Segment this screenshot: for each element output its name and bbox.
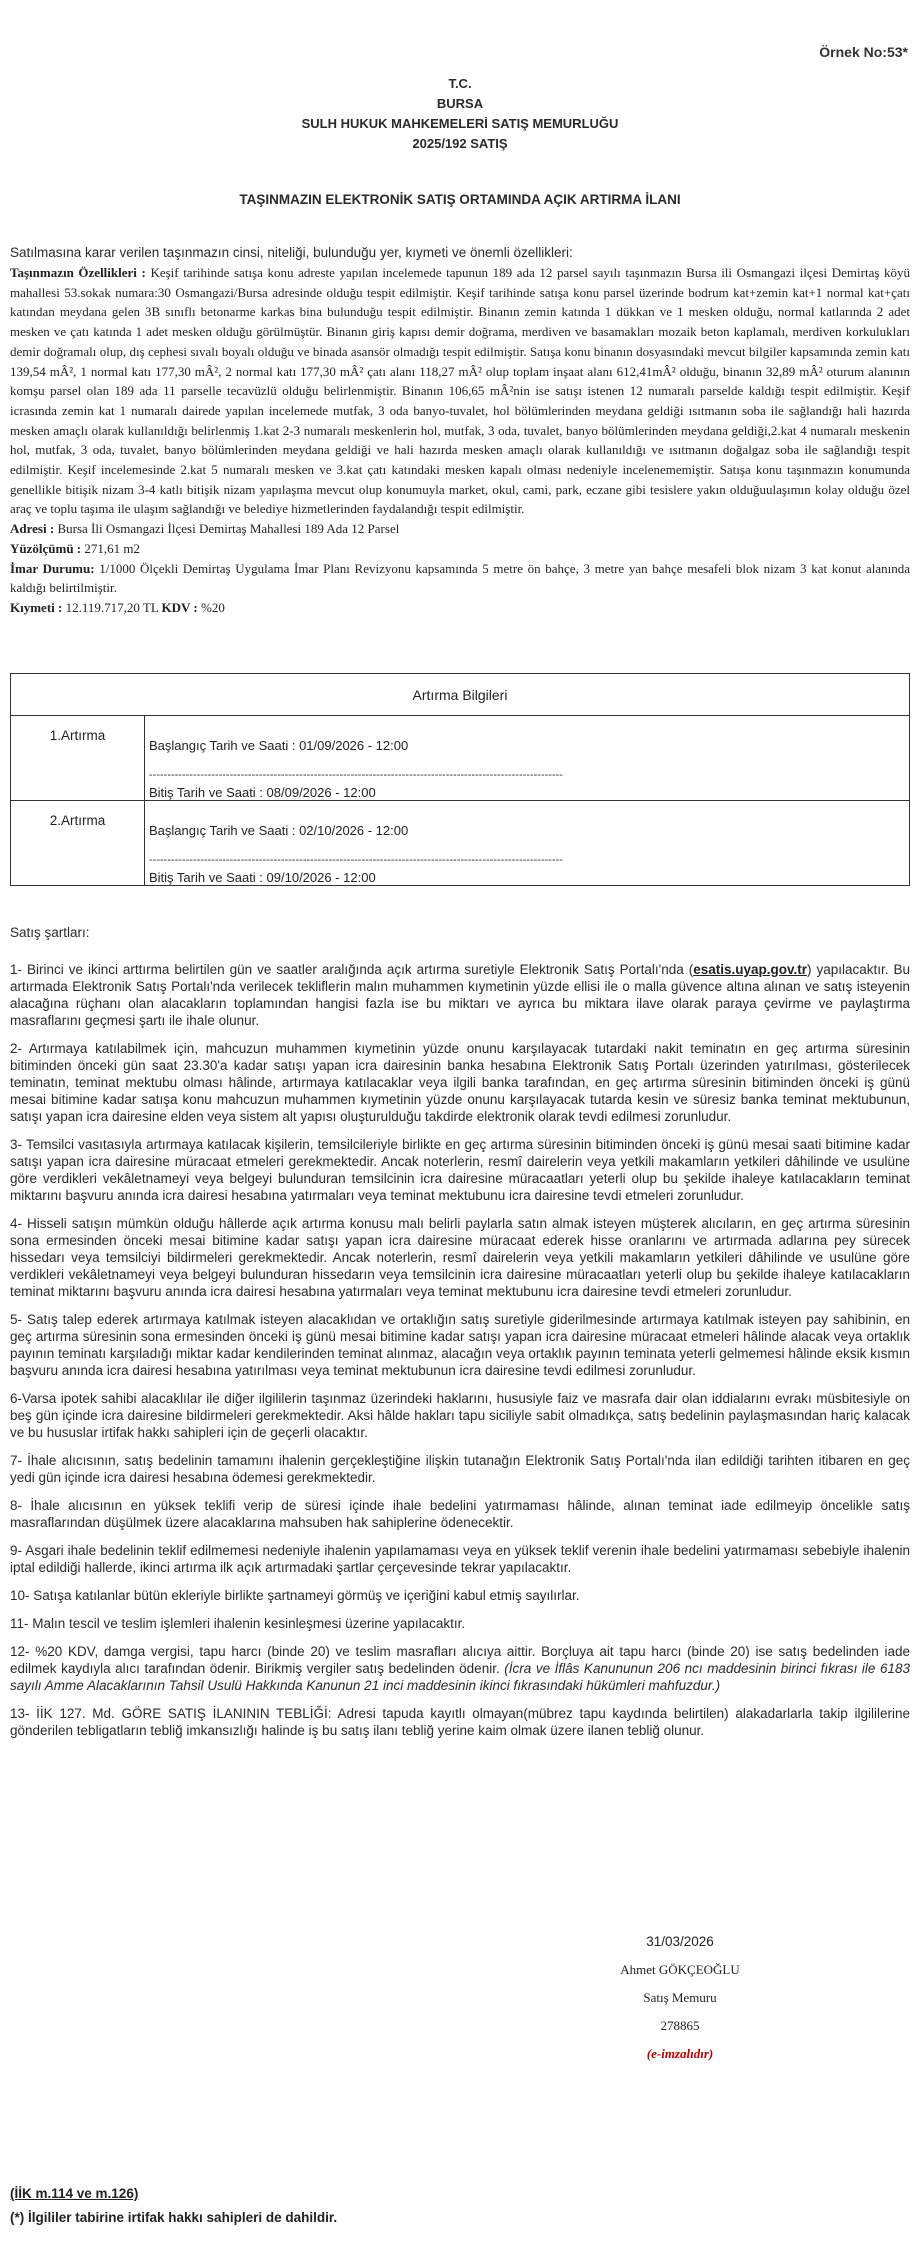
term-4: 4- Hisseli satışın mümkün olduğu hâllerde açık artırma konusu malı belirli paylarla satın almak isteyen müşterek alıcıların, en geç artırma süresinin sona ermesinden önceki mesai bitimine kadar satışı yapan icra dairesine müracaat ederek hisse oranlarını ve artırmada adlarına pey sürecek hissedarı veya temsilciyi bildirmeleri gerekmektedir. Ancak noterlerin, resmî dairelerin veya yetkili makamların yetkileri dâhilinde ve usulüne göre verdikleri vekâletnameyi veya belgeyi bulunduran hissedarın veya temsilcinin icra dairesine müracaatları yeterli olup bu şekilde ihaleye katılacakların teminat miktarını başvuru anında icra dairesi hesabına yatırmaları veya teminat mektubunu icra dairesine tevdi etmeleri zorunludur.	[10, 1216, 910, 1299]
term-12-text: 12- %20 KDV, damga vergisi, tapu harcı (binde 20) ve teslim masrafları alıcıya aittir. Borçluya ait tapu harcı (binde 20) ise satış bedelinden iade edilmek kaydıyla alıcı tarafından ödenir. Birikmiş vergiler satış bedelinden ödenir.	[10, 1644, 910, 1676]
value-text: 12.119.717,20 TL	[65, 599, 159, 615]
announcement-title: TAŞINMAZIN ELEKTRONİK SATIŞ ORTAMINDA AÇIK ARTIRMA İLANI	[239, 192, 681, 207]
zoning-text: 1/1000 Ölçekli Demirtaş Uygulama İmar Planı Revizyonu kapsamında 5 metre ön bahçe, 3 metre yan bahçe mesafeli blok nizam 3 kat konut alanında kaldığı belirtilmiştir.	[10, 560, 911, 596]
intro-text: Satılmasına karar verilen taşınmazın cinsi, niteliği, bulunduğu yer, kıymeti ve önemli özellikleri:	[10, 245, 573, 260]
signature-date: 31/03/2026	[646, 1934, 714, 1949]
term-6: 6-Varsa ipotek sahibi alacaklılar ile diğer ilgililerin taşınmaz üzerindeki haklarını, hususiyle faiz ve masrafa dair olan iddialarını evrakı müsbitesiyle on beş gün içinde icra dairesine bildirmeleri gerekmektedir. Aksi hâlde hakları tapu siciliyle sabit olmadıkça, satış bedelinin paylaşmasından hariç kalacak ve bu hususlar irtifak hakkı sahipleri için de geçerli olacaktır.	[10, 1391, 910, 1440]
features-label: Taşınmazın Özellikleri :	[10, 265, 146, 280]
auction-separator: -----------------------------------------------------------------------------------------------------------------	[149, 854, 563, 866]
auction-label: 1.Artırma	[11, 716, 145, 801]
sale-terms	[10, 924, 910, 1750]
term-1-text-b: ) yapılacaktır. Bu artırmada Elektronik Satış Portalı'nda verilecek tekliflerin malın muhammen kıymetinin yüzde ellisi ile o malla güvence altına alınan ve satış isteyenin alacağına rüçhanı olan alacakların toplamından hangisi fazla ise bu miktarı ve ayrıca bu miktara ilave olarak paraya çevirme ve paylaştırma masraflarını geçmesi şartı ile ihale olunur.	[10, 962, 910, 1028]
value-label: Kıymeti :	[10, 599, 63, 615]
address-label: Adresi :	[10, 521, 55, 537]
auction-label: 2.Artırma	[11, 801, 145, 886]
esatis-link[interactable]: esatis.uyap.gov.tr	[693, 962, 807, 977]
header-line-city: BURSA	[436, 96, 484, 111]
auction-header-row	[11, 674, 910, 716]
ornek-number: Örnek No:53*	[819, 44, 908, 60]
term-13: 13- İİK 127. Md. GÖRE SATIŞ İLANININ TEBLİĞİ: Adresi tapuda kayıtlı olmayan(mübrez tapu kaydında belirtilen) alakadarlarla takip ilgililerine gönderilen tebligatların tebliğ imkansızlığı halinde iş bu satış ilanı tebliğ yerine kaim olmak üzere ilanen tebliğ olunur.	[10, 1706, 910, 1738]
terms-title: Satış şartları:	[10, 925, 90, 940]
header-line-tc: T.C.	[448, 76, 472, 91]
zoning-label: İmar Durumu:	[10, 560, 95, 576]
signer-title: Satış Memuru	[643, 1990, 717, 2005]
footnote: (*) İlgililer tabirine irtifak hakkı sahipleri de dahildir.	[10, 2210, 338, 2225]
auction-row	[11, 801, 910, 886]
area-text: 271,61 m2	[84, 540, 141, 556]
term-10: 10- Satışa katılanlar bütün ekleriyle birlikte şartnameyi görmüş ve içeriğini kabul etmiş sayılırlar.	[10, 1588, 580, 1603]
auction-start: Başlangıç Tarih ve Saati : 01/09/2026 - 12:00	[149, 738, 409, 753]
term-11: 11- Malın tescil ve teslim işlemleri ihalenin kesinleşmesi üzerine yapılacaktır.	[10, 1616, 466, 1631]
header-line-file: 2025/192 SATIŞ	[412, 136, 508, 151]
header-line-court: SULH HUKUK MAHKEMELERİ SATIŞ MEMURLUĞU	[301, 116, 619, 131]
term-8: 8- İhale alıcısının en yüksek teklifi verip de süresi içinde ihale bedelini yatırmaması hâlinde, alınan teminat iade edilmeyip öncelikle satış masraflarından düşülmek üzere alacaklarına mahsuben hak sahiplerine ödenecektir.	[10, 1498, 910, 1530]
auction-dates	[145, 716, 910, 801]
signer-name: Ahmet GÖKÇEOĞLU	[620, 1962, 740, 1977]
auction-start: Başlangıç Tarih ve Saati : 02/10/2026 - 12:00	[149, 823, 409, 838]
auction-end: Bitiş Tarih ve Saati : 08/09/2026 - 12:00	[149, 785, 376, 800]
term-3: 3- Temsilci vasıtasıyla artırmaya katılacak kişilerin, temsilcileriyle birlikte en geç artırma süresinin bitiminden önceki iş günü mesai saati bitimine kadar satışı yapan icra dairesine müracaat etmeleri gerekmektedir. Ancak noterlerin, resmî dairelerin veya yetkili makamların yetkileri dâhilinde ve usulüne göre verdikleri vekâletnameyi veya belgeyi bulunduran temsilcinin icra dairesine müracaatları yeterli olup bu şekilde ihaleye katılacakların teminat miktarını başvuru anında icra dairesi hesabına yatırmaları veya teminat mektubunu icra dairesine tevdi etmeleri zorunludur.	[10, 1137, 910, 1203]
kdv-text: %20	[201, 599, 225, 615]
property-area	[10, 539, 910, 559]
term-7: 7- İhale alıcısının, satış bedelinin tamamını ihalenin gerçekleştiğine ilişkin tutanağın Elektronik Satış Portalı'nda ilan edildiği tarihten itibaren en geç yedi gün içinde icra dairesi hesabına ödemesi gerekmektedir.	[10, 1453, 910, 1485]
area-label: Yüzölçümü :	[10, 540, 82, 556]
auction-separator: -----------------------------------------------------------------------------------------------------------------	[149, 769, 563, 781]
court-header	[0, 74, 920, 154]
auction-end: Bitiş Tarih ve Saati : 09/10/2026 - 12:00	[149, 870, 376, 885]
kdv-label: KDV :	[161, 599, 198, 615]
term-12-italic: (İcra ve İflâs Kanununun 206 ncı maddesinin birinci fıkrası ile 6183 sayılı Amme Alacaklarının Tahsil Usulü Hakkında Kanunun 21 inci maddesinin ikinci fıkrasındaki hükümleri mahfuzdur.)	[10, 1661, 910, 1693]
term-2: 2- Artırmaya katılabilmek için, mahcuzun muhammen kıymetinin yüzde onunu karşılayacak tutardaki nakit teminatın en geç artırma süresinin bitiminden önceki gün saat 23.30'a kadar satışı yapan icra dairesinin banka hesabına Elektronik Satış Portalı üzerinden yatırılması, gösterilecek teminatın, teminat mektubu olması hâlinde, artırmaya katılacaklar veya ilgili banka tarafından, en geç artırma süresinin bitiminden önceki iş günü mesai bitimine kadar satışa konu mahcuzun muhammen kıymetinin yüzde onunu karşılayacak tutarda kesin ve süresiz banka teminat mektubunun, satışı yapan icra dairesine elden veya sistem alt yapısı oluşturulduğu takdirde elektronik olarak tevdi edilmesi zorunludur.	[10, 1041, 910, 1124]
e-signature-note: (e-imzalıdır)	[646, 2046, 714, 2061]
signer-number: 278865	[660, 2018, 700, 2033]
property-zoning	[10, 559, 910, 598]
term-5: 5- Satış talep ederek artırmaya katılmak isteyen alacaklıdan ve ortaklığın satış suretiyle giderilmesinde artırmaya katılmak isteyen pay sahibinin, en geç artırma süresinin sona ermesinden önceki iş günü mesai bitimine kadar satışı yapan icra dairesine müracaat etmeleri hâlinde alacak veya ortaklık payının teminatı karşıladığı miktar kadar kendilerinden teminat alınmaz, alacağın veya ortaklık payının teminata yeterli gelmemesi hâlinde eksik kısmın başvuru anında icra dairesi hesabına yatırılması veya teminat mektubunun icra dairesine tevdi edilmesi zorunludur.	[10, 1312, 910, 1378]
law-reference: (İİK m.114 ve m.126)	[10, 2186, 139, 2201]
property-address	[10, 519, 910, 539]
auction-dates	[145, 801, 910, 886]
features-text: Keşif tarihinde satışa konu adreste yapılan incelemede tapunun 189 ada 12 parsel sayılı taşınmazın Bursa ili Osmangazi ilçesi Demirtaş köyü mahallesi 53.sokak numara:30 Osmangazi/Bursa adresinde olduğu tespit edilmiştir. Keşif tarihinde satışa konu parsel üzerinde bodrum kat+zemin kat+1 normal kat+çatı katından meydana gelen 3B sınıflı betonarme karkas bina bulunduğu tespit edilmiştir. Binanın zemin katında 1 dükkan ve 1 mesken olduğu, normal katlarında 2 adet mesken ve çatı katında 1 adet mesken olduğu görülmüştür. Binanın giriş kapısı demir doğrama, merdiven ve basamakları mozaik beton kaplamalı, merdiven korkulukları demir doğramalı olup, dış cephesi sıvalı boyalı olduğu ve binada asansör olmadığı tespit edilmiştir. Satışa konu binanın dosyasındaki mevcut bilgiler kapsamında zemin katı 139,54 mÂ², 1 normal katı 177,30 mÂ², 2 normal katı 177,30 mÂ² çatı alanı 118,27 mÂ² olup toplam inşaat alanı 612,41mÂ² olduğu, binanın 32,89 mÂ² oturum alanının komşu parsel olan 189 ada 11 parselle tecavüzlü olduğu belirlenmiştir. Binanın 106,65 mÂ²nin ise satışı istenen 12 numaralı parselde kaldığı tespit edilmiştir. Keşif icrasında zemin kat 1 numaralı dairede yapılan incelemede mutfak, 3 oda banyo-tuvalet, hol bölümlerinden meydana geldiği ısıtmanın soba ile sağlandığı hali hazırda mesken amaçlı olarak kullanıldığı belirlenmiş 1.kat 2-3 numaralı meskenlerin hol, mutfak, 3 oda, tuvalet, banyo bölümlerinden meydana geldiği,2.kat 4 numaralı meskenin hol, mutfak, 3 oda, tuvalet, banyo bölümlerinden meydana geldiği ve hali hazırda mesken amaçlı olarak kullanıldığı ve ısıtmanın doğalgaz soba ile sağlandığı tespit edilmiştir. Keşif incelemesinde 2.kat 5 numaralı mesken ve 3.kat çatı katındaki mesken kapalı olması nedeniyle incelenememiştir. Satışa konu taşınmazın konumunda genellikle bitişik nizam 3-4 katlı bitişik nizam yapılaşma mevcut olup konumuyla market, okul, cami, park, eczane gibi tesislere yakın olduğuulaşımın kolay olduğu özel araç ve toplu taşıma ile ulaşım sağlandığı ve belediye hizmetlerinden faydalandığı tespit edilmiştir.	[10, 265, 910, 517]
address-text: Bursa İli Osmangazi İlçesi Demirtaş Mahallesi 189 Ada 12 Parsel	[57, 521, 400, 537]
property-value	[10, 598, 910, 618]
term-1	[10, 961, 910, 1029]
property-features	[10, 263, 910, 519]
property-details	[10, 263, 910, 618]
auction-row	[11, 716, 910, 801]
term-12	[10, 1643, 910, 1694]
term-1-text-a: 1- Birinci ve ikinci arttırma belirtilen gün ve saatler aralığında açık artırma suretiyle Elektronik Satış Portalı'nda (	[10, 962, 694, 977]
term-9: 9- Asgari ihale bedelinin teklif edilmemesi nedeniyle ihalenin yapılamaması veya en yüksek teklif verenin ihale bedelini yatırmaması sebebiyle ihalenin iptal edildiği hallerde, ikinci artırma ilk açık artırmadaki şartlar çerçevesinde tekrar yapılacaktır.	[10, 1543, 910, 1575]
auction-header: Artırma Bilgileri	[11, 674, 910, 716]
auction-table	[10, 673, 910, 886]
